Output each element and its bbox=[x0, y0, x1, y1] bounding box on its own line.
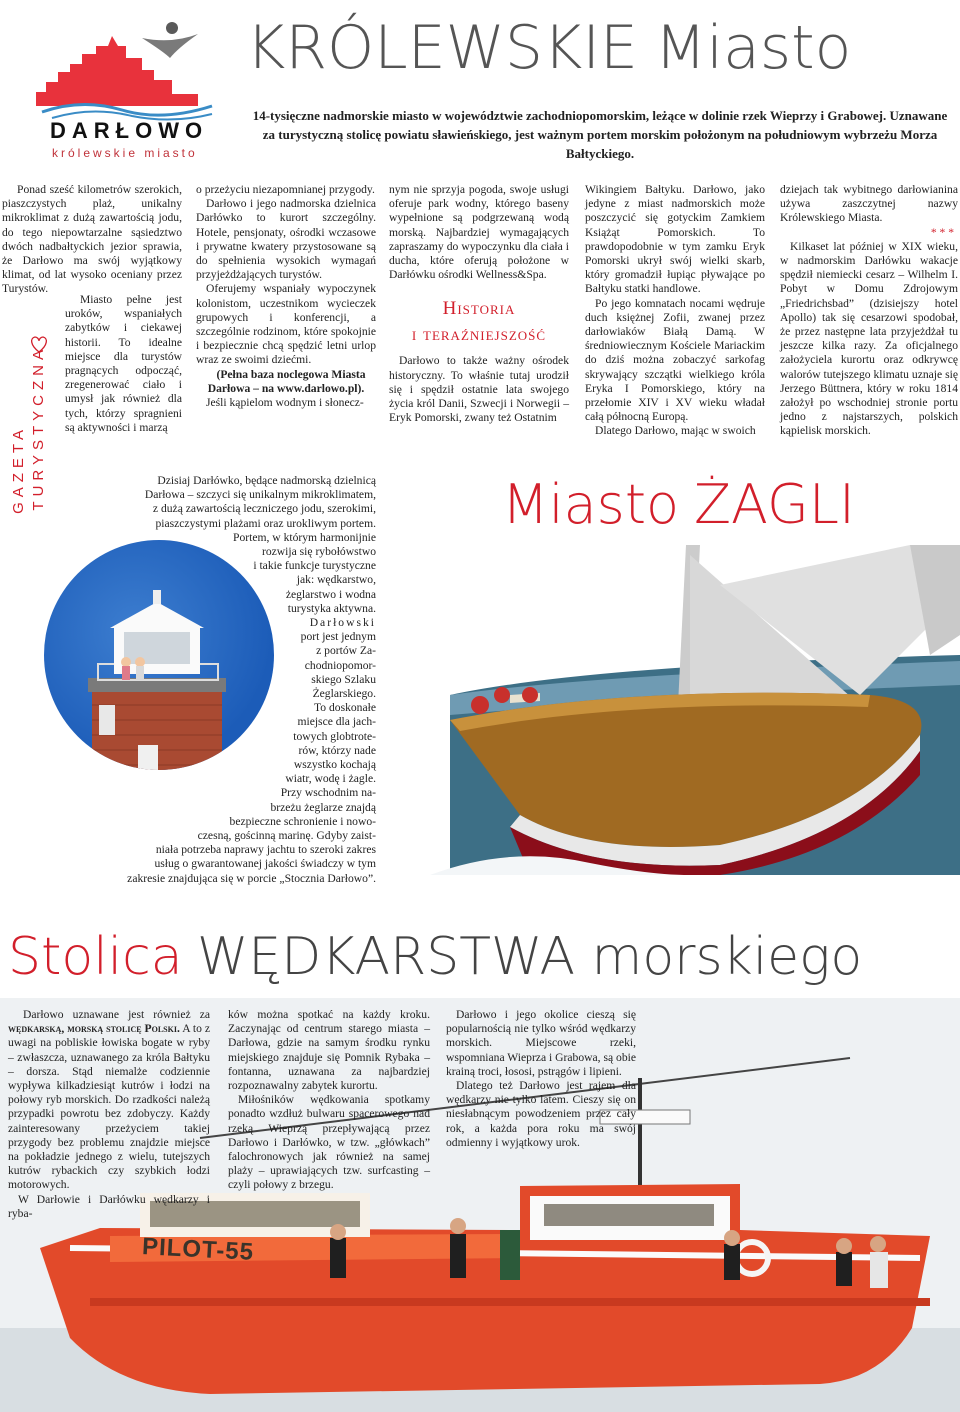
title-royal: KRÓLEWSKIE bbox=[246, 13, 638, 83]
sails-line: towych globtrote- bbox=[293, 729, 376, 743]
article-col-3 bbox=[389, 183, 569, 425]
sails-line: usług o gwarantowanej jakości świadczy w tym bbox=[154, 857, 376, 871]
sails-line: miejsce dla jach- bbox=[297, 715, 376, 729]
logo bbox=[22, 14, 222, 164]
logo-subtitle: królewskie miasto bbox=[52, 146, 198, 160]
fishing-col2-para-1: ków można spotkać na każdy kroku. Zaczynając od centrum starego miasta – Darłowa, gdzie na samym środku rynku miejskiego znajduje się Pomnik Rybaka – fontanna, uznawana za najbardziej rozpoznawalny zabytek kurortu. bbox=[228, 1008, 430, 1093]
fishing-col-1 bbox=[8, 1008, 210, 1221]
sails-line: i takie funkcje turystyczne bbox=[253, 559, 376, 573]
fishing-col3-para-2: Dlatego też Darłowo jest rajem dla wędkarzy nie tylko latem. Cieszy się on niesłabnącym powodzeniem przez cały rok, a każda pora roku ma swój odmienny i wyjątkowy urok. bbox=[446, 1079, 636, 1149]
sails-line: Przy wschodnim na- bbox=[280, 786, 376, 800]
sails-line: Dzisiaj Darłówko, będące nadmorską dzielnicą bbox=[157, 474, 376, 487]
yacht-photo bbox=[390, 545, 960, 875]
sails-line: z dużą zawartością leczniczego jodu, szerokimi, bbox=[152, 502, 376, 516]
sails-line: czesną, gościnną marinę. Gdyby zaist- bbox=[197, 829, 376, 843]
title-town: Miasto bbox=[654, 13, 852, 83]
article-col-1b bbox=[65, 293, 182, 435]
fishing-title-b: WĘDKARSTWA morskiego bbox=[197, 927, 863, 987]
fishing-intro: Darłowo uznawane jest również za bbox=[23, 1008, 210, 1021]
sails-line: piaszczystymi plażami oraz urokliwym portem. bbox=[155, 516, 376, 530]
page-title bbox=[246, 12, 851, 84]
heart-icon bbox=[28, 333, 50, 355]
sails-line: wszystko kochają bbox=[293, 758, 376, 772]
fishing-col-2 bbox=[228, 1008, 430, 1193]
article-col-2 bbox=[196, 183, 376, 410]
fishing-col1-para-1 bbox=[8, 1008, 210, 1193]
sails-line: bezpieczne schronienie i nowo- bbox=[229, 814, 376, 828]
col5-para-2: Kilkaset lat później w XIX wieku, w nadmorskim Darłówku wakacje spędził niemiecki cesarz – Wilhelm I. Pobyt w Domu Zdrojowym „Friedrichsbad” (dzisiejszy hotel Apollo) tak się cesarzowi spodobał, że przez następne lata przyjeżdżał tu jeszcze kilka razy. Za oficjalnego założyciela kurortu oraz odkrywcę walorów tutejszego klimatu uznaje się Jerzego Büttnera, który w roku 1814 założył po wschodniej stronie portu jedno z najstarszych, polskich kąpielisk morskich. bbox=[780, 239, 958, 438]
sails-line: To doskonałe bbox=[314, 701, 376, 715]
sails-title bbox=[502, 472, 855, 538]
sails-line: turystyka aktywna. bbox=[287, 601, 376, 615]
history-heading bbox=[389, 296, 569, 348]
sails-line: rów, którzy nade bbox=[298, 743, 376, 757]
history-heading-line-2: i teraźniejszość bbox=[411, 324, 547, 346]
col1-para-2: Miasto pełne jest uroków, wspaniałych zabytków i ciekawej historii. To idealne miejsce dla turystów pragnących odpocząć, zregenerować ciało i umysł jak również dla tych, którzy spragnieni są aktywności i marzą bbox=[65, 293, 182, 434]
sails-line: Darłowa – szczyci się unikalnym mikroklimatem, bbox=[144, 488, 376, 502]
sidebar-line-gazette: GAZETA bbox=[10, 425, 27, 514]
col4-para-2: Po jego komnatach nocami wędruje duch księżnej Zofii, zwanej przez darłowiaków Białą Damą. W średniowiecznym Kościele Mariackim do dziś można zobaczyć sarkofag skrywający szczątki wielkiego króla Eryka I Pomorskiego, który na przełomie XIV i XV wieku władał całą północną Europą. bbox=[585, 296, 765, 424]
yacht-icon bbox=[390, 545, 960, 875]
sails-line: chodniopomor- bbox=[304, 658, 376, 672]
intro-text: 14-tysięczne nadmorskie miasto w województwie zachodniopomorskim, leżące w dolinie rzek Wieprzy i Grabowej. Uznawane za turystyczną stolicę powiatu sławieńskiego, jest ważnym portem morskim położonym na południowym wybrzeżu Morza Bałtyckiego. bbox=[252, 108, 948, 161]
sails-line: skiego Szlaku bbox=[311, 672, 376, 686]
fishing-col2-para-2: Miłośników wędkowania spotkamy ponadto wzdłuż bulwaru spacerowego nad rzeką Wieprzą przepływającą przez Darłowo i Darłówko, w tzw. „główkach” falochronowych jak również na samej plaży – uprawiających tzw. surfcasting – czyli połowy z brzegu. bbox=[228, 1093, 430, 1192]
col2-para-5: Jeśli kąpielom wodnym i słonecz- bbox=[206, 396, 364, 410]
col4-para-1: Wikingiem Bałtyku. Darłowo, jako jedyne z miast nadmorskich może poszczycić się gotyckim Zamkiem Książąt Pomorskich. To prawdopodobnie w tym zamku Eryk Pomorski ukrył swój wielki skarb, który gromadził łupiąc pływające po Bałtyku statki handlowe. bbox=[585, 183, 765, 296]
sails-line: z portów Za- bbox=[316, 644, 376, 658]
sidebar-label bbox=[4, 335, 52, 525]
col3-para-1: nym nie sprzyja pogoda, swoje usługi oferuje park wodny, którego baseny wypełnione są podgrzewaną wodą morską. Najbardziej wymagających zapraszamy do wypoczynku dla ciała i ducha, które oferują położone w Darłówku ośrodki Wellness&Spa. bbox=[389, 183, 569, 282]
col2-para-1: o przeżyciu niezapomnianej przygody. bbox=[196, 183, 375, 196]
fishing-title-a: Stolica bbox=[8, 927, 183, 987]
sails-line: jak: wędkarstwo, bbox=[296, 573, 376, 587]
sails-line: rozwija się rybołówstwo bbox=[262, 545, 376, 559]
col5-para-1: dziejach tak wybitnego darłowianina używa zaszczytnej nazwy Królewskiego Miasta. bbox=[780, 183, 958, 225]
fishing-col3-para-1: Darłowo i jego okolice cieszą się popularnością nie tylko wśród wędkarzy morskich. Miejscowe rzeki, wspomniana Wieprza i Grabowa, są obie krainą troci, łososi, pstrągów i lipieni. bbox=[446, 1008, 636, 1078]
sails-line: Darłowski bbox=[309, 616, 376, 630]
sails-line: Portem, w którym harmonijnie bbox=[233, 530, 376, 544]
col2-para-2: Darłowo i jego nadmorska dzielnica Darłówko to kurort szczególny. Hotele, pensjonaty, ośrodki wczasowe i prywatne kwatery przystosowane są do spełnienia wysokich wymagań przyjeżdżających turystów. bbox=[196, 197, 376, 282]
sails-article bbox=[100, 474, 376, 886]
col2-para-3: Oferujemy wspaniały wypoczynek kolonistom, uczestnikom wycieczek grupowych i konferencji, a szczególnie rodzinom, które spokojnie i bezpiecznie chcą spędzić letni urlop wraz ze swoimi dziećmi. bbox=[196, 282, 376, 367]
col1-para-1: Ponad sześć kilometrów szerokich, piaszczystych plaż, unikalny mikroklimat z dużą zawartością jodu, do tego niepowtarzalne sąsiedztwo dwóch nadbałtyckich jezior sprawia, że Darłowo ma swój wyjątkowy klimat, od lat wysoko oceniany przez Turystów. bbox=[2, 183, 182, 296]
sails-line: niała potrzeba naprawy jachtu to szeroki zakres bbox=[155, 843, 376, 857]
sails-title-a: Miasto bbox=[502, 473, 680, 536]
sails-line: brzeżu żeglarze znajdą bbox=[270, 800, 376, 814]
fishing-col-3 bbox=[446, 1008, 636, 1150]
fishing-highlight: wędkarską, morską stolicę Polski. bbox=[8, 1022, 180, 1036]
logo-name: DARŁOWO bbox=[50, 118, 209, 143]
sails-line: żeglarstwo i wodna bbox=[285, 587, 376, 601]
article-col-4 bbox=[585, 183, 765, 439]
sails-line: port jest jednym bbox=[300, 630, 376, 644]
fishing-title bbox=[8, 924, 862, 990]
fishing-col1-para-2: W Darłowie i Darłówku wędkarzy i ryba- bbox=[8, 1192, 210, 1220]
sails-title-b: ŻAGLI bbox=[694, 473, 855, 536]
sails-line: zakresie znajdująca się w porcie „Stocznia Darłowo”. bbox=[127, 871, 376, 885]
logo-mark-icon bbox=[22, 14, 222, 124]
history-heading-line-1: Historia bbox=[442, 298, 516, 320]
sails-line: Żeglarskiego. bbox=[312, 687, 376, 701]
article-col-1 bbox=[2, 183, 182, 297]
col2-para-4: (Pełna baza noclegowa Miasta Darłowa – na www.darlowo.pl). bbox=[207, 367, 366, 395]
article-col-5 bbox=[780, 183, 958, 439]
col3-para-2: Darłowo to także ważny ośrodek historyczny. To właśnie tutaj urodził się i spędził ostatnie lata swojego życia król Danii, Szwecji i Norwegii – Eryk Pomorski, zwany też Ostatnim bbox=[389, 354, 569, 425]
fishing-body: A to z uwagi na pobliskie łowiska bogate w ryby – zwłaszcza, uznawanego za króla Bałtyku – dorsza. Stąd niemalże codziennie wypływa kilkadziesiąt kutrów i łodzi na połowy ryb morskich. Do rzadkości należą przypadki powrotu bez zdobyczy. Każdy zainteresowany przeżyciem takiej przygody bez problemu znajdzie miejsce na pokładzie jednego z wielu, tutejszych kutrów rybackich czy szybkich łodzi motorowych. bbox=[8, 1022, 210, 1192]
boat-name-label: PILOT-55 bbox=[141, 1233, 255, 1266]
sails-line: wiatr, wodę i żagle. bbox=[285, 772, 376, 786]
sidebar-line-tourism: TURYSTYCZNA bbox=[30, 345, 47, 511]
stars-divider: * * * bbox=[930, 225, 954, 239]
col4-para-3: Dlatego Darłowo, mając w swoich bbox=[595, 424, 756, 438]
